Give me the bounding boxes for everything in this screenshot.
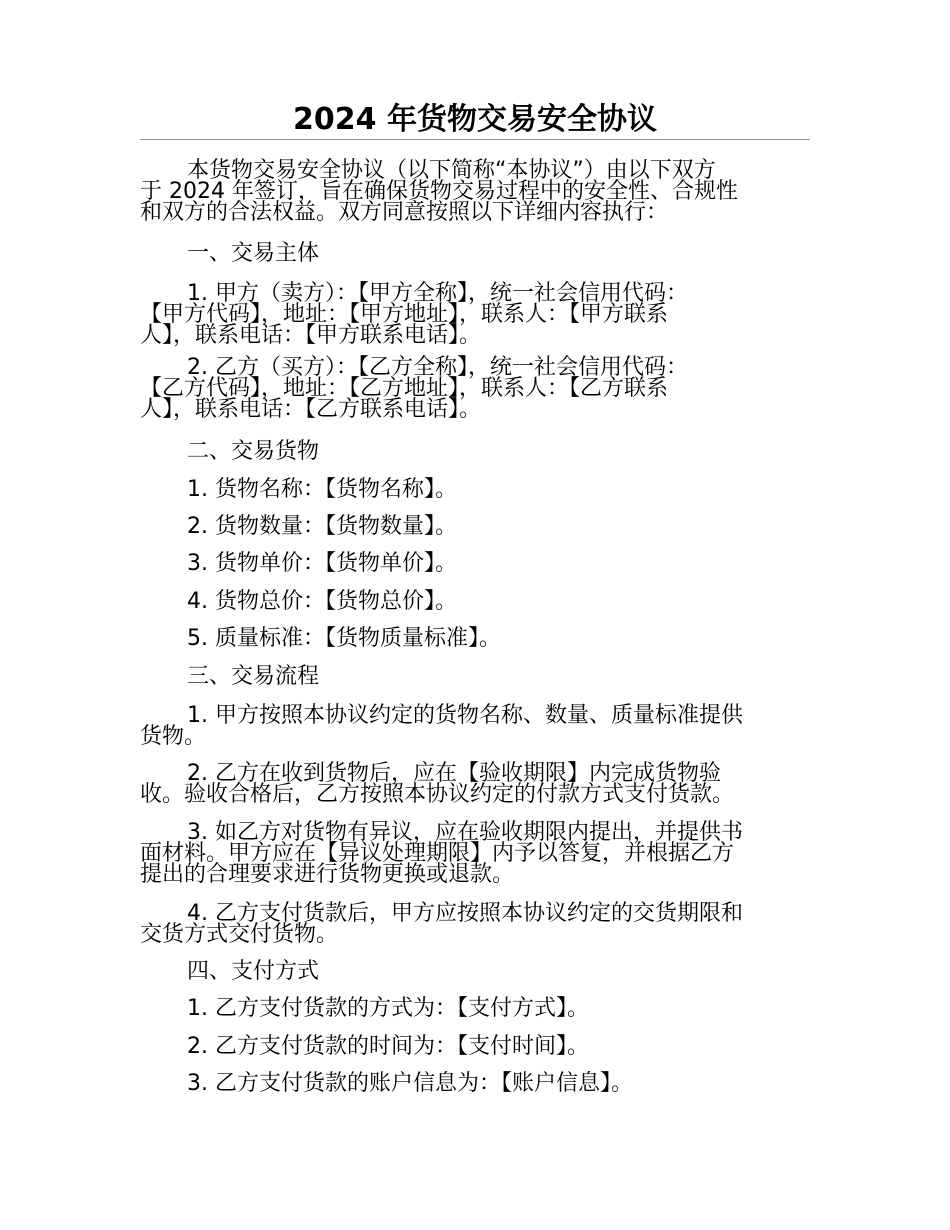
clause-line: 提出的合理要求进行货物更换或退款。 [140,862,515,887]
process-item [140,822,810,885]
section-heading-goods: 二、交易货物 [187,439,320,464]
intro-line: 和双方的合法权益。双方同意按照以下详细内容执行： [140,200,669,225]
clause-line: 货物。 [140,724,207,749]
clause-line: 【甲方代码】，地址：【甲方地址】，联系人：【甲方联系 [140,302,669,327]
payment-item: 3. 乙方支付货款的账户信息为：【账户信息】。 [187,1071,633,1096]
clause-line: 人】，联系电话：【乙方联系电话】。 [140,397,482,422]
process-item [140,763,810,805]
section-heading-payment: 四、支付方式 [187,959,320,984]
clause-line: 收。验收合格后，乙方按照本协议约定的付款方式支付货款。 [140,782,735,807]
document-title: 2024 年货物交易安全协议 [293,102,657,137]
clause-line: 【乙方代码】，地址：【乙方地址】，联系人：【乙方联系 [140,376,669,401]
section-heading-process: 三、交易流程 [187,664,320,689]
intro-line: 于 2024 年签订，旨在确保货物交易过程中的安全性、合规性 [140,179,738,204]
clause-line: 3. 如乙方对货物有异议，应在验收期限内提出，并提供书 [187,820,743,845]
title-underline [140,139,810,140]
goods-item: 1. 货物名称：【货物名称】。 [187,477,457,502]
section-heading-parties: 一、交易主体 [187,241,320,266]
goods-item: 5. 质量标准：【货物质量标准】。 [187,626,501,651]
payment-item: 1. 乙方支付货款的方式为：【支付方式】。 [187,996,589,1021]
intro-paragraph [140,160,810,223]
clause-line: 2. 乙方（买方）：【乙方全称】，统一社会信用代码： [187,355,688,380]
clause-line: 交货方式交付货物。 [140,922,339,947]
intro-line: 本货物交易安全协议（以下简称“本协议”）由以下双方 [187,158,716,183]
clause-line: 2. 乙方在收到货物后，应在【验收期限】内完成货物验 [187,761,721,786]
clause-line: 1. 甲方按照本协议约定的货物名称、数量、质量标准提供 [187,703,743,728]
goods-item: 4. 货物总价：【货物总价】。 [187,589,457,614]
clause-line: 4. 乙方支付货款后，甲方应按照本协议约定的交货期限和 [187,901,743,926]
clause-line: 面材料。甲方应在【异议处理期限】内予以答复，并根据乙方 [140,841,735,866]
process-item [140,705,810,747]
party-a-clause [140,283,810,346]
goods-item: 3. 货物单价：【货物单价】。 [187,551,457,576]
party-b-clause [140,357,810,420]
goods-item: 2. 货物数量：【货物数量】。 [187,514,457,539]
process-item [140,903,810,945]
clause-line: 人】，联系电话：【甲方联系电话】。 [140,323,482,348]
payment-item: 2. 乙方支付货款的时间为：【支付时间】。 [187,1034,589,1059]
clause-line: 1. 甲方（卖方）：【甲方全称】，统一社会信用代码： [187,281,688,306]
